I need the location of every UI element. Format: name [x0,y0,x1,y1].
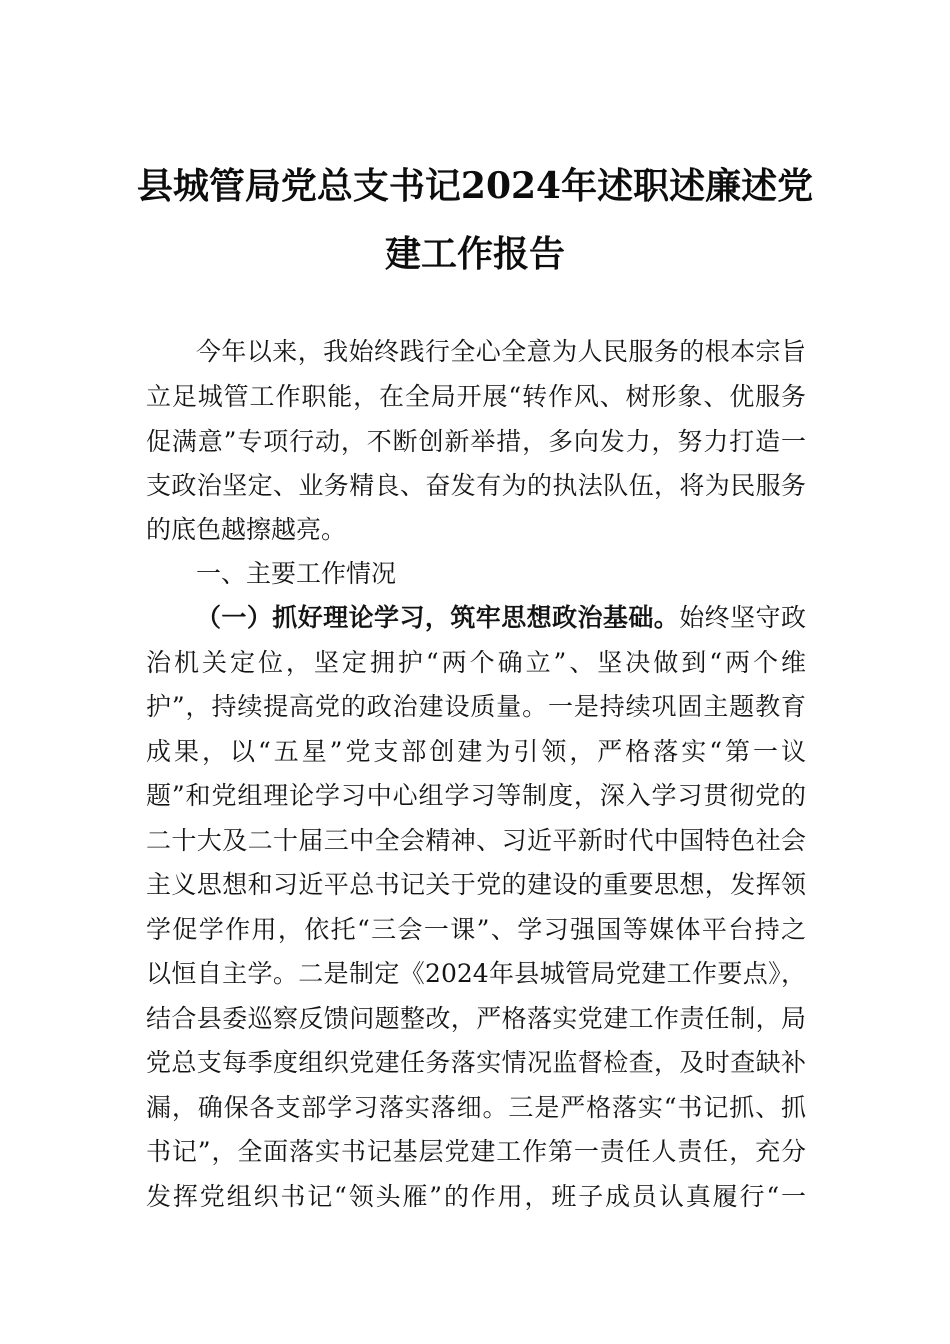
body-line: 主义思想和习近平总书记关于党的建设的重要思想，发挥领 [146,870,806,899]
intro-line: 立足城管工作职能，在全局开展“转作风、树形象、优服务 [146,382,806,411]
body-line: 结合县委巡察反馈问题整改，严格落实党建工作责任制，局 [146,1004,806,1033]
body-line: 成果，以“五星”党支部创建为引领，严格落实“第一议 [146,737,806,766]
intro-line: 的底色越擦越亮。 [146,515,347,544]
body-line: 以恒自主学。二是制定《2024年县城管局党建工作要点》， [146,959,806,988]
section-heading: 一、主要工作情况 [196,559,397,588]
subsection-first-line-rest: 始终坚守政 [679,603,806,632]
document-title-line-1: 县城管局党总支书记2024年述职述廉述党 [136,165,814,207]
subsection-heading: （一）抓好理论学习，筑牢思想政治基础。 [196,603,680,632]
intro-line: 支政治坚定、业务精良、奋发有为的执法队伍，将为民服务 [146,471,806,500]
body-line: 题”和党组理论学习中心组学习等制度，深入学习贯彻党的 [146,781,806,810]
body-line: 学促学作用，依托“三会一课”、学习强国等媒体平台持之 [146,915,806,944]
body-line: 漏，确保各支部学习落实落细。三是严格落实“书记抓、抓 [146,1093,806,1122]
intro-line: 促满意”专项行动，不断创新举措，多向发力，努力打造一 [146,427,806,456]
body-line: 党总支每季度组织党建任务落实情况监督检查，及时查缺补 [146,1048,806,1077]
body-line: 发挥党组织书记“领头雁”的作用，班子成员认真履行“一 [146,1182,806,1211]
body-line: 二十大及二十届三中全会精神、习近平新时代中国特色社会 [146,826,806,855]
intro-line: 今年以来，我始终践行全心全意为人民服务的根本宗旨 [196,337,806,366]
body-line: 治机关定位，坚定拥护“两个确立”、坚决做到“两个维 [146,648,806,677]
body-line: 书记”，全面落实书记基层党建工作第一责任人责任，充分 [146,1137,806,1166]
subsection-first-line [196,601,806,635]
document-title-line-2: 建工作报告 [384,233,565,275]
body-line: 护”，持续提高党的政治建设质量。一是持续巩固主题教育 [146,692,806,721]
